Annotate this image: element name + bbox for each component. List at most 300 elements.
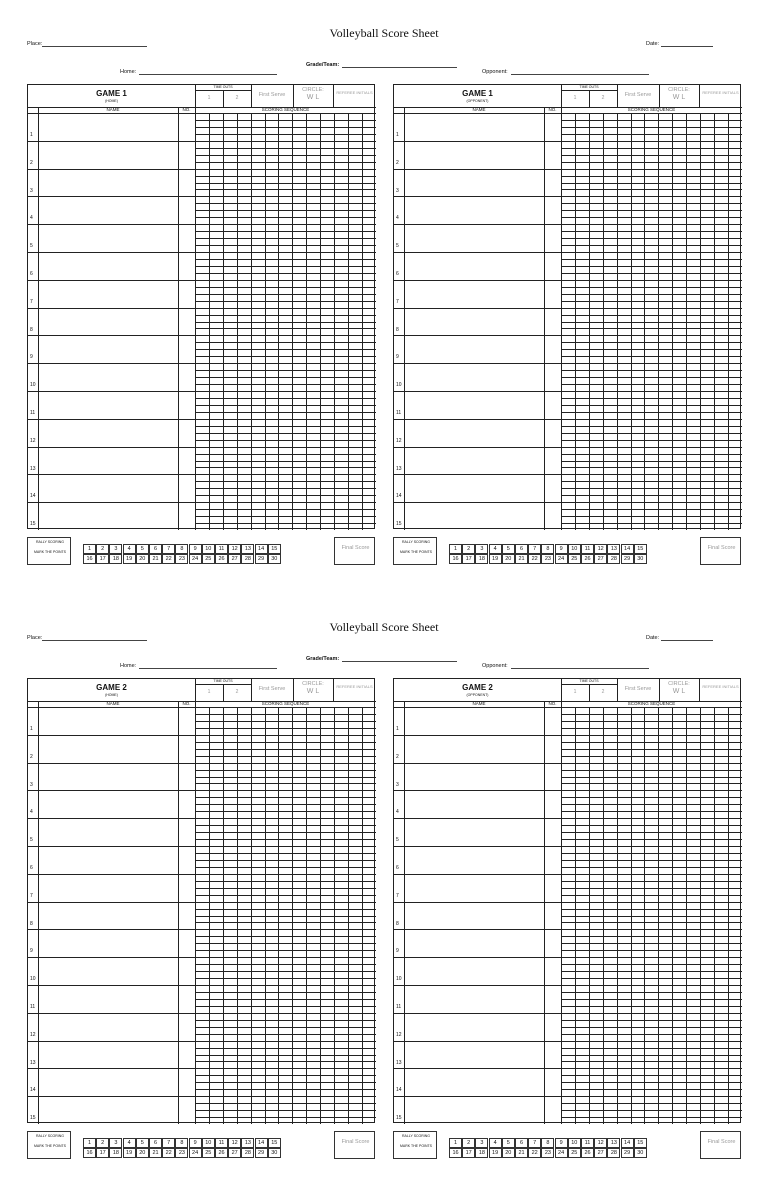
referee-initials-box[interactable]: REFEREE INITIALS bbox=[702, 684, 739, 689]
player-name-cell[interactable] bbox=[38, 113, 178, 141]
player-number-cell[interactable] bbox=[544, 169, 561, 197]
opponent-input-line[interactable] bbox=[511, 69, 649, 75]
point-box[interactable]: 4 bbox=[123, 544, 136, 554]
point-box[interactable]: 28 bbox=[607, 554, 620, 564]
point-box[interactable]: 2 bbox=[96, 1138, 109, 1148]
point-box[interactable]: 26 bbox=[215, 1148, 228, 1158]
player-number-cell[interactable] bbox=[544, 308, 561, 336]
scoring-sub-line bbox=[561, 909, 742, 910]
final-score-box[interactable] bbox=[700, 537, 741, 565]
scoring-sequence-header: SCORING SEQUENCE bbox=[261, 107, 310, 112]
point-box[interactable]: 19 bbox=[489, 554, 502, 564]
point-box[interactable]: 27 bbox=[228, 1148, 241, 1158]
player-number-cell[interactable] bbox=[178, 957, 195, 985]
scoring-sub-line bbox=[195, 839, 376, 840]
point-box[interactable]: 18 bbox=[475, 554, 488, 564]
point-box[interactable]: 18 bbox=[109, 1148, 122, 1158]
win-loss-circle[interactable]: W L bbox=[306, 94, 320, 101]
point-box[interactable]: 28 bbox=[241, 554, 254, 564]
point-box[interactable]: 21 bbox=[149, 554, 162, 564]
point-box[interactable]: 8 bbox=[541, 544, 554, 554]
point-box[interactable]: 20 bbox=[136, 1148, 149, 1158]
scoring-sub-line bbox=[561, 832, 742, 833]
point-box[interactable]: 24 bbox=[555, 554, 568, 564]
player-name-cell[interactable] bbox=[404, 113, 544, 141]
home-input-line[interactable] bbox=[139, 663, 277, 669]
point-box[interactable]: 11 bbox=[581, 1138, 594, 1148]
place-label: Place: bbox=[27, 41, 43, 47]
scoring-sub-line bbox=[195, 183, 376, 184]
point-box[interactable]: 9 bbox=[555, 544, 568, 554]
point-box[interactable]: 11 bbox=[581, 544, 594, 554]
player-number-cell[interactable] bbox=[544, 929, 561, 957]
player-number-cell[interactable] bbox=[178, 1068, 195, 1096]
player-number-cell[interactable] bbox=[178, 335, 195, 363]
player-number-cell[interactable] bbox=[544, 252, 561, 280]
point-box[interactable]: 25 bbox=[568, 554, 581, 564]
timeout-1-box[interactable]: 1 bbox=[573, 95, 577, 101]
player-number-cell[interactable] bbox=[544, 763, 561, 791]
player-number-cell[interactable] bbox=[178, 363, 195, 391]
player-name-cell[interactable] bbox=[38, 224, 178, 252]
point-box[interactable]: 8 bbox=[175, 544, 188, 554]
point-box[interactable]: 25 bbox=[202, 1148, 215, 1158]
first-serve-box[interactable]: First Serve bbox=[258, 686, 286, 692]
player-name-cell[interactable] bbox=[404, 735, 544, 763]
point-box[interactable]: 12 bbox=[228, 1138, 241, 1148]
player-number-cell[interactable] bbox=[178, 474, 195, 502]
player-number-cell[interactable] bbox=[178, 985, 195, 1013]
point-box[interactable]: 20 bbox=[502, 554, 515, 564]
point-box[interactable]: 3 bbox=[109, 544, 122, 554]
circle-label: CIRCLE: bbox=[668, 681, 690, 687]
player-name-cell[interactable] bbox=[38, 252, 178, 280]
player-name-cell[interactable] bbox=[404, 874, 544, 902]
point-box[interactable]: 26 bbox=[581, 1148, 594, 1158]
point-box[interactable]: 23 bbox=[175, 554, 188, 564]
timeout-2-box[interactable]: 2 bbox=[235, 95, 239, 101]
point-box[interactable]: 30 bbox=[268, 554, 281, 564]
player-name-cell[interactable] bbox=[38, 308, 178, 336]
point-box[interactable]: 14 bbox=[255, 1138, 268, 1148]
point-box[interactable]: 1 bbox=[83, 544, 96, 554]
point-box[interactable]: 14 bbox=[621, 544, 634, 554]
point-box[interactable]: 9 bbox=[189, 544, 202, 554]
player-number-cell[interactable] bbox=[178, 280, 195, 308]
player-number-cell[interactable] bbox=[544, 1041, 561, 1069]
player-name-cell[interactable] bbox=[38, 846, 178, 874]
point-box[interactable]: 29 bbox=[621, 1148, 634, 1158]
win-loss-circle[interactable]: W L bbox=[672, 688, 686, 695]
player-number-cell[interactable] bbox=[544, 474, 561, 502]
date-input-line[interactable] bbox=[661, 635, 713, 641]
point-box[interactable]: 1 bbox=[449, 544, 462, 554]
player-number-cell[interactable] bbox=[178, 419, 195, 447]
player-name-cell[interactable] bbox=[38, 902, 178, 930]
timeout-1-box[interactable]: 1 bbox=[573, 689, 577, 695]
player-name-cell[interactable] bbox=[404, 447, 544, 475]
scoring-sub-line bbox=[195, 964, 376, 965]
player-name-cell[interactable] bbox=[38, 874, 178, 902]
point-box[interactable]: 16 bbox=[83, 1148, 96, 1158]
date-input-line[interactable] bbox=[661, 41, 713, 47]
point-box[interactable]: 16 bbox=[83, 554, 96, 564]
player-name-cell[interactable] bbox=[404, 846, 544, 874]
player-number-cell[interactable] bbox=[178, 252, 195, 280]
player-number-cell[interactable] bbox=[544, 707, 561, 735]
player-number-cell[interactable] bbox=[178, 846, 195, 874]
timeout-2-box[interactable]: 2 bbox=[601, 95, 605, 101]
point-box[interactable]: 3 bbox=[109, 1138, 122, 1148]
row-number: 14 bbox=[396, 1087, 402, 1094]
point-box[interactable]: 13 bbox=[607, 1138, 620, 1148]
scoring-sub-line bbox=[195, 203, 376, 204]
point-box[interactable]: 18 bbox=[109, 554, 122, 564]
player-number-cell[interactable] bbox=[178, 1041, 195, 1069]
point-box[interactable]: 17 bbox=[96, 554, 109, 564]
player-number-cell[interactable] bbox=[544, 447, 561, 475]
final-score-box[interactable] bbox=[334, 537, 375, 565]
player-number-cell[interactable] bbox=[178, 929, 195, 957]
point-box[interactable]: 12 bbox=[594, 544, 607, 554]
first-serve-box[interactable]: First Serve bbox=[258, 92, 286, 98]
point-box[interactable]: 24 bbox=[189, 554, 202, 564]
player-name-cell[interactable] bbox=[404, 141, 544, 169]
point-box[interactable]: 16 bbox=[449, 554, 462, 564]
point-box[interactable]: 15 bbox=[268, 544, 281, 554]
point-box[interactable]: 1 bbox=[83, 1138, 96, 1148]
point-box[interactable]: 11 bbox=[215, 1138, 228, 1148]
scoring-sub-line bbox=[561, 1048, 742, 1049]
player-name-cell[interactable] bbox=[38, 419, 178, 447]
player-number-cell[interactable] bbox=[544, 1013, 561, 1041]
final-score-box[interactable] bbox=[334, 1131, 375, 1159]
place-input-line[interactable] bbox=[42, 635, 147, 641]
point-box[interactable]: 7 bbox=[162, 544, 175, 554]
player-name-cell[interactable] bbox=[404, 391, 544, 419]
player-name-cell[interactable] bbox=[38, 763, 178, 791]
point-box[interactable]: 3 bbox=[475, 544, 488, 554]
timeout-1-box[interactable]: 1 bbox=[207, 95, 211, 101]
player-number-cell[interactable] bbox=[178, 790, 195, 818]
point-box[interactable]: 28 bbox=[607, 1148, 620, 1158]
point-box[interactable]: 29 bbox=[621, 554, 634, 564]
player-name-cell[interactable] bbox=[404, 252, 544, 280]
point-box[interactable]: 7 bbox=[528, 544, 541, 554]
player-number-cell[interactable] bbox=[178, 707, 195, 735]
player-number-cell[interactable] bbox=[544, 957, 561, 985]
player-name-cell[interactable] bbox=[404, 929, 544, 957]
point-box[interactable]: 24 bbox=[189, 1148, 202, 1158]
player-number-cell[interactable] bbox=[178, 1013, 195, 1041]
point-box[interactable]: 1 bbox=[449, 1138, 462, 1148]
point-box[interactable]: 2 bbox=[462, 1138, 475, 1148]
player-number-cell[interactable] bbox=[544, 419, 561, 447]
player-name-cell[interactable] bbox=[404, 818, 544, 846]
point-box[interactable]: 22 bbox=[528, 554, 541, 564]
player-number-cell[interactable] bbox=[544, 196, 561, 224]
player-name-cell[interactable] bbox=[38, 1013, 178, 1041]
point-box[interactable]: 8 bbox=[175, 1138, 188, 1148]
point-box[interactable]: 5 bbox=[136, 1138, 149, 1148]
scoring-sub-line bbox=[195, 217, 376, 218]
player-number-cell[interactable] bbox=[178, 308, 195, 336]
player-name-cell[interactable] bbox=[38, 474, 178, 502]
player-name-cell[interactable] bbox=[38, 957, 178, 985]
win-loss-circle[interactable]: W L bbox=[672, 94, 686, 101]
grade-team-input-line[interactable] bbox=[342, 62, 457, 68]
referee-initials-box[interactable]: REFEREE INITIALS bbox=[336, 90, 373, 95]
player-name-cell[interactable] bbox=[38, 363, 178, 391]
player-number-cell[interactable] bbox=[544, 280, 561, 308]
point-box[interactable]: 6 bbox=[149, 1138, 162, 1148]
point-box[interactable]: 23 bbox=[541, 1148, 554, 1158]
player-name-cell[interactable] bbox=[38, 141, 178, 169]
point-box[interactable]: 25 bbox=[568, 1148, 581, 1158]
point-box[interactable]: 6 bbox=[515, 544, 528, 554]
row-number: 14 bbox=[30, 1087, 36, 1094]
player-name-cell[interactable] bbox=[404, 957, 544, 985]
point-box[interactable]: 27 bbox=[594, 1148, 607, 1158]
player-name-cell[interactable] bbox=[404, 902, 544, 930]
player-number-cell[interactable] bbox=[544, 902, 561, 930]
home-input-line[interactable] bbox=[139, 69, 277, 75]
point-box[interactable]: 5 bbox=[136, 544, 149, 554]
player-number-cell[interactable] bbox=[178, 902, 195, 930]
point-box[interactable]: 27 bbox=[594, 554, 607, 564]
player-number-cell[interactable] bbox=[178, 113, 195, 141]
player-number-cell[interactable] bbox=[544, 502, 561, 530]
opponent-input-line[interactable] bbox=[511, 663, 649, 669]
first-serve-box[interactable]: First Serve bbox=[624, 92, 652, 98]
player-name-cell[interactable] bbox=[38, 985, 178, 1013]
player-name-cell[interactable] bbox=[38, 196, 178, 224]
point-box[interactable]: 29 bbox=[255, 1148, 268, 1158]
point-box[interactable]: 18 bbox=[475, 1148, 488, 1158]
point-box[interactable]: 8 bbox=[541, 1138, 554, 1148]
point-box[interactable]: 22 bbox=[162, 554, 175, 564]
scoring-sub-line bbox=[561, 1117, 742, 1118]
row-number: 10 bbox=[396, 382, 402, 389]
point-box[interactable]: 20 bbox=[136, 554, 149, 564]
player-number-cell[interactable] bbox=[544, 1096, 561, 1124]
point-box[interactable]: 30 bbox=[268, 1148, 281, 1158]
point-box[interactable]: 15 bbox=[634, 544, 647, 554]
point-box[interactable]: 6 bbox=[149, 544, 162, 554]
scoring-sub-line bbox=[195, 1110, 376, 1111]
referee-initials-box[interactable]: REFEREE INITIALS bbox=[336, 684, 373, 689]
player-name-cell[interactable] bbox=[404, 280, 544, 308]
player-name-cell[interactable] bbox=[404, 224, 544, 252]
player-number-cell[interactable] bbox=[544, 1068, 561, 1096]
point-box[interactable]: 22 bbox=[528, 1148, 541, 1158]
mark-points-label: MARK THE POINTS bbox=[399, 1144, 433, 1148]
player-name-cell[interactable] bbox=[38, 280, 178, 308]
point-box[interactable]: 14 bbox=[621, 1138, 634, 1148]
player-name-cell[interactable] bbox=[404, 1096, 544, 1124]
player-number-cell[interactable] bbox=[544, 224, 561, 252]
point-box[interactable]: 26 bbox=[581, 554, 594, 564]
point-box[interactable]: 15 bbox=[268, 1138, 281, 1148]
player-number-cell[interactable] bbox=[178, 169, 195, 197]
point-box[interactable]: 28 bbox=[241, 1148, 254, 1158]
player-number-cell[interactable] bbox=[178, 224, 195, 252]
point-box[interactable]: 29 bbox=[255, 554, 268, 564]
point-box[interactable]: 4 bbox=[489, 544, 502, 554]
point-box[interactable]: 25 bbox=[202, 554, 215, 564]
point-box[interactable]: 21 bbox=[149, 1148, 162, 1158]
point-box[interactable]: 17 bbox=[462, 554, 475, 564]
player-number-cell[interactable] bbox=[544, 335, 561, 363]
point-box[interactable]: 19 bbox=[123, 1148, 136, 1158]
player-name-cell[interactable] bbox=[404, 419, 544, 447]
final-score-box[interactable] bbox=[700, 1131, 741, 1159]
point-box[interactable]: 14 bbox=[255, 544, 268, 554]
point-box[interactable]: 9 bbox=[555, 1138, 568, 1148]
player-name-cell[interactable] bbox=[404, 474, 544, 502]
point-box[interactable]: 7 bbox=[528, 1138, 541, 1148]
number-header: NO. bbox=[182, 107, 191, 112]
player-number-cell[interactable] bbox=[178, 818, 195, 846]
point-box[interactable]: 10 bbox=[202, 544, 215, 554]
point-box[interactable]: 19 bbox=[489, 1148, 502, 1158]
point-box[interactable]: 3 bbox=[475, 1138, 488, 1148]
player-number-cell[interactable] bbox=[178, 447, 195, 475]
player-name-cell[interactable] bbox=[404, 985, 544, 1013]
divider bbox=[699, 679, 700, 701]
timeout-2-box[interactable]: 2 bbox=[601, 689, 605, 695]
player-name-cell[interactable] bbox=[38, 502, 178, 530]
point-box[interactable]: 6 bbox=[515, 1138, 528, 1148]
player-name-cell[interactable] bbox=[404, 196, 544, 224]
player-number-cell[interactable] bbox=[544, 391, 561, 419]
player-name-cell[interactable] bbox=[404, 308, 544, 336]
player-number-cell[interactable] bbox=[178, 391, 195, 419]
player-name-cell[interactable] bbox=[404, 790, 544, 818]
point-box[interactable]: 7 bbox=[162, 1138, 175, 1148]
player-name-cell[interactable] bbox=[38, 1096, 178, 1124]
player-name-cell[interactable] bbox=[404, 763, 544, 791]
player-number-cell[interactable] bbox=[178, 874, 195, 902]
player-number-cell[interactable] bbox=[544, 363, 561, 391]
point-box[interactable]: 15 bbox=[634, 1138, 647, 1148]
point-box[interactable]: 4 bbox=[489, 1138, 502, 1148]
player-name-cell[interactable] bbox=[404, 169, 544, 197]
player-number-cell[interactable] bbox=[178, 141, 195, 169]
grade-team-input-line[interactable] bbox=[342, 656, 457, 662]
point-box[interactable]: 24 bbox=[555, 1148, 568, 1158]
player-name-cell[interactable] bbox=[38, 735, 178, 763]
point-box[interactable]: 5 bbox=[502, 544, 515, 554]
win-loss-circle[interactable]: W L bbox=[306, 688, 320, 695]
point-box[interactable]: 2 bbox=[462, 544, 475, 554]
point-box[interactable]: 10 bbox=[568, 544, 581, 554]
point-box[interactable]: 19 bbox=[123, 554, 136, 564]
point-box[interactable]: 22 bbox=[162, 1148, 175, 1158]
player-number-cell[interactable] bbox=[544, 874, 561, 902]
player-name-cell[interactable] bbox=[404, 707, 544, 735]
scoring-sub-line bbox=[195, 509, 376, 510]
player-number-cell[interactable] bbox=[178, 502, 195, 530]
point-box[interactable]: 21 bbox=[515, 1148, 528, 1158]
player-name-cell[interactable] bbox=[38, 1068, 178, 1096]
player-name-cell[interactable] bbox=[38, 790, 178, 818]
point-box[interactable]: 11 bbox=[215, 544, 228, 554]
point-box[interactable]: 17 bbox=[462, 1148, 475, 1158]
player-name-cell[interactable] bbox=[404, 335, 544, 363]
point-box[interactable]: 10 bbox=[202, 1138, 215, 1148]
point-box[interactable]: 27 bbox=[228, 554, 241, 564]
point-box[interactable]: 23 bbox=[541, 554, 554, 564]
point-box[interactable]: 30 bbox=[634, 554, 647, 564]
player-number-cell[interactable] bbox=[178, 763, 195, 791]
player-number-cell[interactable] bbox=[544, 113, 561, 141]
point-box[interactable]: 5 bbox=[502, 1138, 515, 1148]
point-box[interactable]: 13 bbox=[241, 544, 254, 554]
place-input-line[interactable] bbox=[42, 41, 147, 47]
player-number-cell[interactable] bbox=[178, 735, 195, 763]
first-serve-box[interactable]: First Serve bbox=[624, 686, 652, 692]
player-number-cell[interactable] bbox=[544, 985, 561, 1013]
point-box[interactable]: 12 bbox=[228, 544, 241, 554]
player-name-cell[interactable] bbox=[38, 335, 178, 363]
player-name-cell[interactable] bbox=[404, 1068, 544, 1096]
player-number-cell[interactable] bbox=[178, 196, 195, 224]
referee-initials-box[interactable]: REFEREE INITIALS bbox=[702, 90, 739, 95]
point-box[interactable]: 4 bbox=[123, 1138, 136, 1148]
player-number-cell[interactable] bbox=[544, 818, 561, 846]
point-box[interactable]: 10 bbox=[568, 1138, 581, 1148]
player-name-cell[interactable] bbox=[38, 447, 178, 475]
player-name-cell[interactable] bbox=[38, 818, 178, 846]
home-field bbox=[120, 663, 277, 669]
player-number-cell[interactable] bbox=[544, 141, 561, 169]
scoring-sub-line bbox=[561, 1103, 742, 1104]
point-box[interactable]: 17 bbox=[96, 1148, 109, 1158]
player-name-cell[interactable] bbox=[404, 1041, 544, 1069]
scoring-sub-line bbox=[195, 860, 376, 861]
player-number-cell[interactable] bbox=[544, 735, 561, 763]
player-name-cell[interactable] bbox=[38, 391, 178, 419]
player-name-cell[interactable] bbox=[38, 169, 178, 197]
point-box[interactable]: 20 bbox=[502, 1148, 515, 1158]
player-name-cell[interactable] bbox=[404, 502, 544, 530]
point-box[interactable]: 9 bbox=[189, 1138, 202, 1148]
point-box[interactable]: 13 bbox=[607, 544, 620, 554]
scoring-sub-line bbox=[561, 176, 742, 177]
point-box[interactable]: 2 bbox=[96, 544, 109, 554]
point-box[interactable]: 23 bbox=[175, 1148, 188, 1158]
point-box[interactable]: 16 bbox=[449, 1148, 462, 1158]
player-name-cell[interactable] bbox=[404, 363, 544, 391]
point-box[interactable]: 12 bbox=[594, 1138, 607, 1148]
player-number-cell[interactable] bbox=[544, 846, 561, 874]
timeout-2-box[interactable]: 2 bbox=[235, 689, 239, 695]
player-number-cell[interactable] bbox=[178, 1096, 195, 1124]
player-name-cell[interactable] bbox=[38, 1041, 178, 1069]
player-number-cell[interactable] bbox=[544, 790, 561, 818]
point-box[interactable]: 21 bbox=[515, 554, 528, 564]
scoring-sub-line bbox=[561, 756, 742, 757]
timeout-1-box[interactable]: 1 bbox=[207, 689, 211, 695]
point-box[interactable]: 26 bbox=[215, 554, 228, 564]
point-box[interactable]: 13 bbox=[241, 1138, 254, 1148]
player-name-cell[interactable] bbox=[404, 1013, 544, 1041]
player-name-cell[interactable] bbox=[38, 929, 178, 957]
point-box[interactable]: 30 bbox=[634, 1148, 647, 1158]
player-name-cell[interactable] bbox=[38, 707, 178, 735]
mark-points-label: MARK THE POINTS bbox=[33, 1144, 67, 1148]
